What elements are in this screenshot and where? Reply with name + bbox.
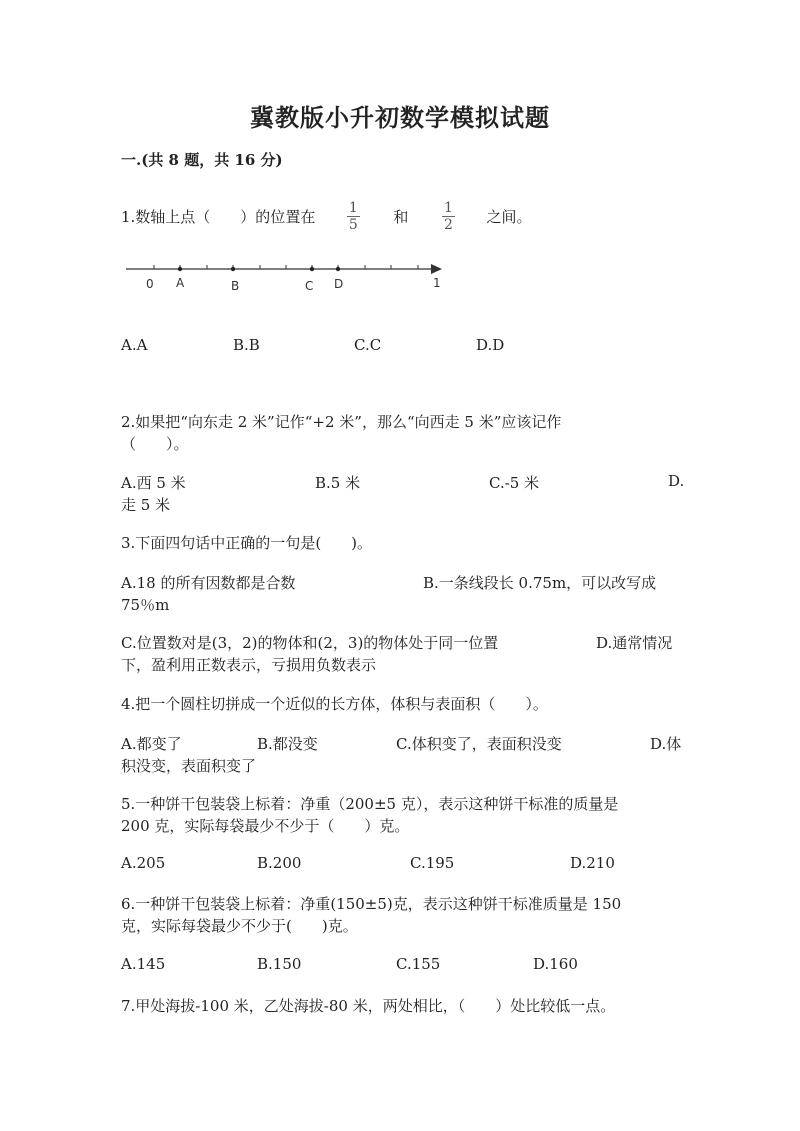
number-line-point-b-label: B: [231, 279, 240, 293]
q4-option-d: D.体: [650, 735, 682, 753]
point-b-dot: [231, 267, 235, 271]
q1-option-c: C.C: [354, 336, 382, 354]
question-1-mid: 和: [393, 208, 409, 226]
q3-option-b: B.一条线段长 0.75m，可以改写成: [423, 574, 657, 592]
q5-option-c: C.195: [410, 854, 455, 872]
number-line-point-c-label: C: [305, 279, 314, 293]
page-title: 冀教版小升初数学模拟试题: [250, 103, 550, 132]
point-d-dot: [336, 267, 340, 271]
question-7-line-1: 7.甲处海拔-100 米，乙处海拔-80 米，两处相比，（ ）处比较低一点。: [121, 997, 616, 1015]
q3-option-d: D.通常情况: [596, 634, 673, 652]
question-6-line-2: 克，实际每袋最少不少于( )克。: [121, 917, 358, 935]
q2-option-c: C.-5 米: [489, 474, 540, 492]
q5-option-d: D.210: [570, 854, 615, 872]
q5-option-a: A.205: [121, 854, 166, 872]
q2-option-d: D.: [668, 472, 685, 490]
question-4-line-1: 4.把一个圆柱切拼成一个近似的长方体，体积与表面积（ ）。: [121, 695, 548, 713]
q3-option-a: A.18 的所有因数都是合数: [121, 574, 296, 592]
question-6-line-1: 6.一种饼干包装袋上标着：净重(150±5)克，表示这种饼干标准质量是 150: [121, 895, 622, 913]
q2-option-a: A.西 5 米: [121, 474, 186, 492]
q6-option-d: D.160: [533, 955, 578, 973]
q4-option-c: C.体积变了，表面积没变: [396, 735, 562, 753]
question-1-suffix: 之间。: [486, 208, 532, 226]
fraction-one-fifth: $\frac{1}{5}$: [348, 200, 358, 233]
question-2-line-1: 2.如果把“向东走 2 米”记作“+2 米”，那么“向西走 5 米”应该记作: [121, 413, 562, 431]
point-c-dot: [310, 267, 314, 271]
q4-option-b: B.都没变: [257, 735, 318, 753]
q6-option-c: C.155: [396, 955, 441, 973]
q3-option-d-continued: 下，盈利用正数表示，亏损用负数表示: [121, 656, 377, 674]
q1-option-b: B.B: [233, 336, 260, 354]
q3-option-c: C.位置数对是(3，2)的物体和(2，3)的物体处于同一位置: [121, 634, 499, 652]
number-line-point-d-label: D: [334, 277, 344, 291]
number-line-arrow: [431, 264, 442, 274]
number-line-zero-label: 0: [146, 277, 154, 291]
question-5-line-1: 5.一种饼干包装袋上标着：净重（200±5 克），表示这种饼干标准的质量是: [121, 795, 619, 813]
q1-option-d: D.D: [476, 336, 505, 354]
q4-option-d-continued: 积没变，表面积变了: [121, 757, 257, 775]
q3-option-b-continued: 75％m: [121, 596, 170, 614]
number-line-one-label: 1: [433, 276, 441, 290]
question-1: [121, 200, 531, 233]
q5-option-b: B.200: [257, 854, 302, 872]
question-3-line-1: 3.下面四句话中正确的一句是( )。: [121, 534, 373, 552]
question-1-prefix: 1.数轴上点（ ）的位置在: [121, 208, 316, 226]
q2-option-b: B.5 米: [315, 474, 361, 492]
q2-option-d-continued: 走 5 米: [121, 496, 171, 514]
fraction-one-half: $\frac{1}{2}$: [443, 200, 453, 233]
q4-option-a: A.都变了: [121, 735, 182, 753]
q6-option-a: A.145: [121, 955, 166, 973]
q1-option-a: A.A: [121, 336, 148, 354]
number-line-point-a-label: A: [176, 276, 185, 290]
question-2-line-2: （ ）。: [121, 435, 189, 453]
question-5-line-2: 200 克，实际每袋最少不少于（ ）克。: [121, 817, 410, 835]
q6-option-b: B.150: [257, 955, 302, 973]
section-heading: 一.(共 8 题，共 16 分): [121, 151, 283, 169]
point-a-dot: [178, 267, 182, 271]
number-line: [120, 255, 450, 295]
